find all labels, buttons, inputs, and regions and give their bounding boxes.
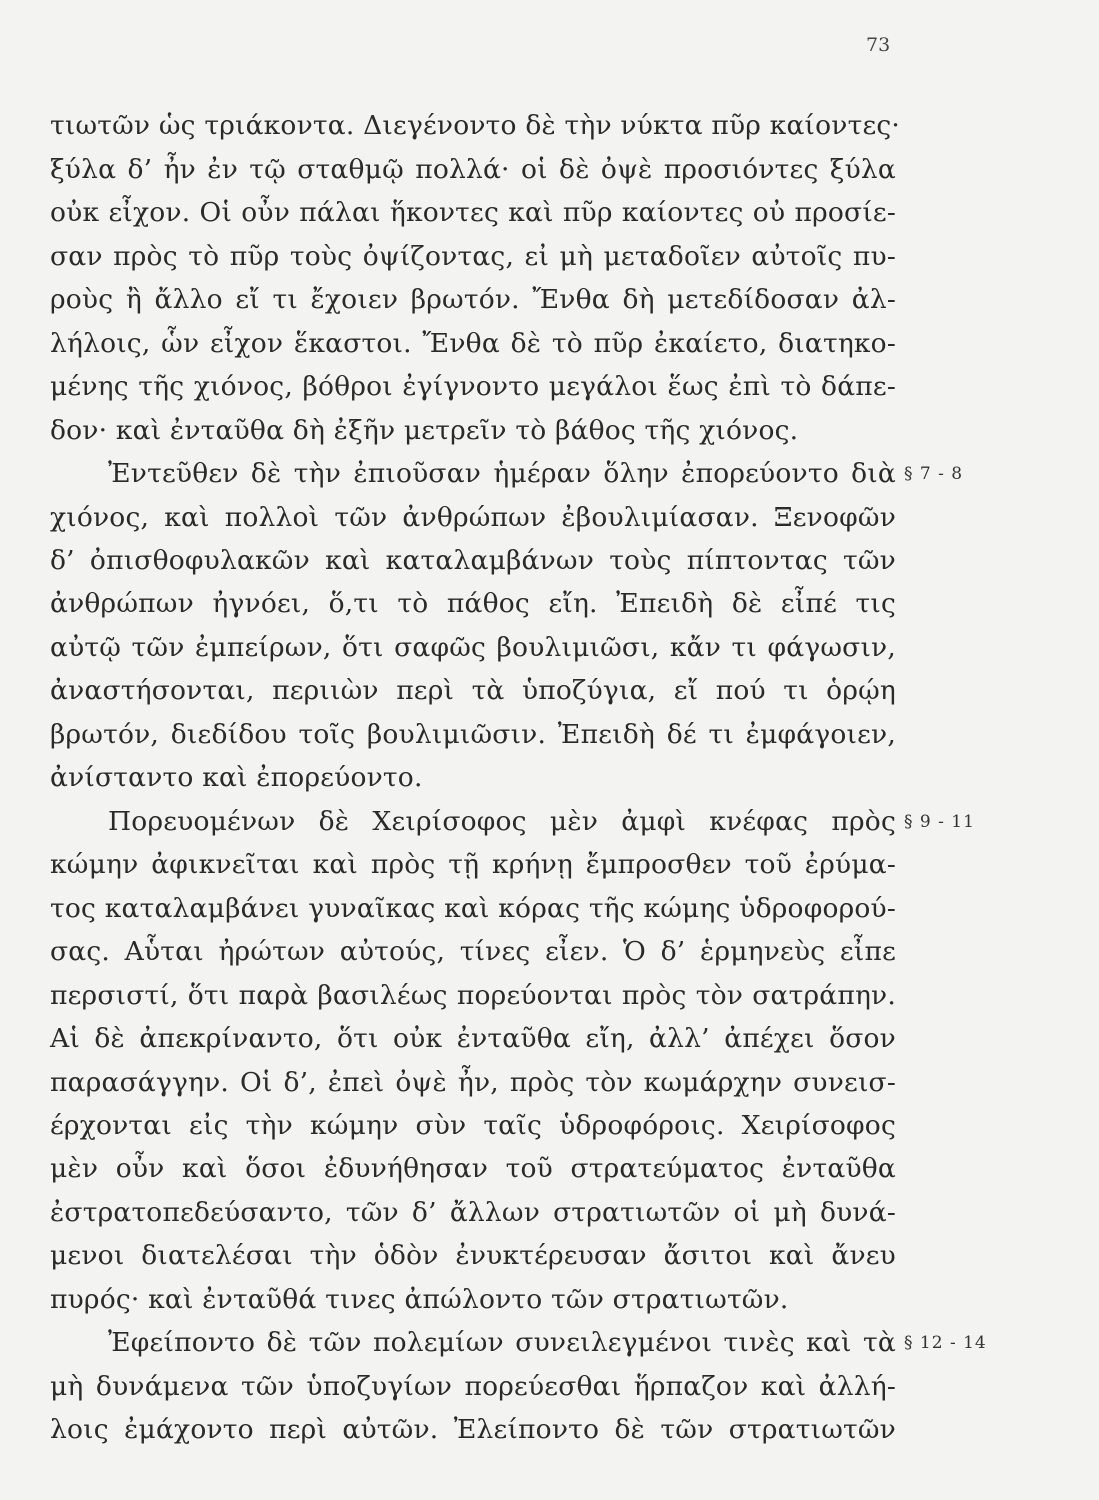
text-line: ἀνθρώπων ἠγνόει, ὅ,τι τὸ πάθος εἴη. Ἐπειδὴ δὲ εἶπέ τις [50, 588, 896, 619]
text-line: σαν πρὸς τὸ πῦρ τοὺς ὀψίζοντας, εἰ μὴ μεταδοῖεν αὐτοῖς πυ- [50, 241, 896, 272]
text-line: σας. Αὗται ἠρώτων αὐτούς, τίνες εἶεν. Ὁ δ’ ἑρμηνεὺς εἶπε [50, 936, 896, 967]
text-line: λοις ἐμάχοντο περὶ αὐτῶν. Ἐλείποντο δὲ τῶν στρατιωτῶν [50, 1414, 896, 1445]
text-line: ἐστρατοπεδεύσαντο, τῶν δ’ ἄλλων στρατιωτῶν οἱ μὴ δυνά- [50, 1197, 896, 1228]
section-marginal-note: § 7 - 8 [904, 464, 964, 484]
text-line: τος καταλαμβάνει γυναῖκας καὶ κόρας τῆς κώμης ὑδροφορού- [50, 893, 896, 924]
text-line: Ἐντεῦθεν δὲ τὴν ἐπιοῦσαν ἡμέραν ὅλην ἐπορεύοντο διὰ [108, 458, 896, 489]
text-line: μένης τῆς χιόνος, βόθροι ἐγίγνοντο μεγάλοι ἕως ἐπὶ τὸ δάπε- [50, 371, 896, 402]
text-line: μὲν οὖν καὶ ὅσοι ἐδυνήθησαν τοῦ στρατεύματος ἐνταῦθα [50, 1153, 896, 1184]
text-line: ἀνίσταντο καὶ ἐπορεύοντο. [50, 762, 423, 793]
text-line: κώμην ἀφικνεῖται καὶ πρὸς τῇ κρήνῃ ἔμπροσθεν τοῦ ἐρύμα- [50, 849, 896, 880]
text-line: περσιστί, ὅτι παρὰ βασιλέως πορεύονται πρὸς τὸν σατράπην. [50, 980, 896, 1011]
text-line: αὐτῷ τῶν ἐμπείρων, ὅτι σαφῶς βουλιμιῶσι, κἄν τι φάγωσιν, [50, 632, 896, 663]
page-number: 73 [866, 34, 891, 56]
text-line: δον· καὶ ἐνταῦθα δὴ ἐξῆν μετρεῖν τὸ βάθος τῆς χιόνος. [50, 415, 799, 446]
text-line: Πορευομένων δὲ Χειρίσοφος μὲν ἀμφὶ κνέφας πρὸς [108, 806, 896, 837]
text-line: παρασάγγην. Οἱ δ’, ἐπεὶ ὀψὲ ἦν, πρὸς τὸν κωμάρχην συνεισ- [50, 1067, 896, 1098]
text-line: τιωτῶν ὡς τριάκοντα. Διεγένοντο δὲ τὴν νύκτα πῦρ καίοντες· [50, 110, 901, 141]
text-line: έρχονται εἰς τὴν κώμην σὺν ταῖς ὑδροφόροις. Χειρίσοφος [50, 1110, 896, 1141]
text-line: μὴ δυνάμενα τῶν ὑποζυγίων πορεύεσθαι ἥρπαζον καὶ ἀλλή- [50, 1371, 896, 1402]
text-line: πυρός· καὶ ἐνταῦθά τινες ἀπώλοντο τῶν στρατιωτῶν. [50, 1284, 789, 1315]
text-line: δ’ ὀπισθοφυλακῶν καὶ καταλαμβάνων τοὺς πίπτοντας τῶν [50, 545, 896, 576]
text-line: Ἐφείποντο δὲ τῶν πολεμίων συνειλεγμένοι τινὲς καὶ τὰ [108, 1327, 896, 1358]
section-marginal-note: § 12 - 14 [904, 1333, 987, 1353]
text-line: οὐκ εἶχον. Οἱ οὖν πάλαι ἥκοντες καὶ πῦρ καίοντες οὐ προσίε- [50, 197, 896, 228]
text-line: βρωτόν, διεδίδου τοῖς βουλιμιῶσιν. Ἐπειδὴ δέ τι ἐμφάγοιεν, [50, 719, 896, 750]
text-line: ροὺς ἢ ἄλλο εἴ τι ἔχοιεν βρωτόν. Ἔνθα δὴ μετεδίδοσαν ἀλ- [50, 284, 896, 315]
text-line: Αἱ δὲ ἀπεκρίναντο, ὅτι οὐκ ἐνταῦθα εἴη, ἀλλ’ ἀπέχει ὅσον [50, 1023, 896, 1054]
text-line: λήλοις, ὧν εἶχον ἕκαστοι. Ἔνθα δὲ τὸ πῦρ ἐκαίετο, διατηκο- [50, 328, 896, 359]
text-line: ἀναστήσονται, περιιὼν περὶ τὰ ὑποζύγια, εἴ πού τι ὁρῴη [50, 675, 896, 706]
text-line: ξύλα δ’ ἦν ἐν τῷ σταθμῷ πολλά· οἱ δὲ ὀψὲ προσιόντες ξύλα [50, 154, 896, 185]
section-marginal-note: § 9 - 11 [904, 812, 975, 832]
text-line: μενοι διατελέσαι τὴν ὁδὸν ἐνυκτέρευσαν ἄσιτοι καὶ ἄνευ [50, 1240, 896, 1271]
text-line: χιόνος, καὶ πολλοὶ τῶν ἀνθρώπων ἐβουλιμίασαν. Ξενοφῶν [50, 502, 896, 533]
